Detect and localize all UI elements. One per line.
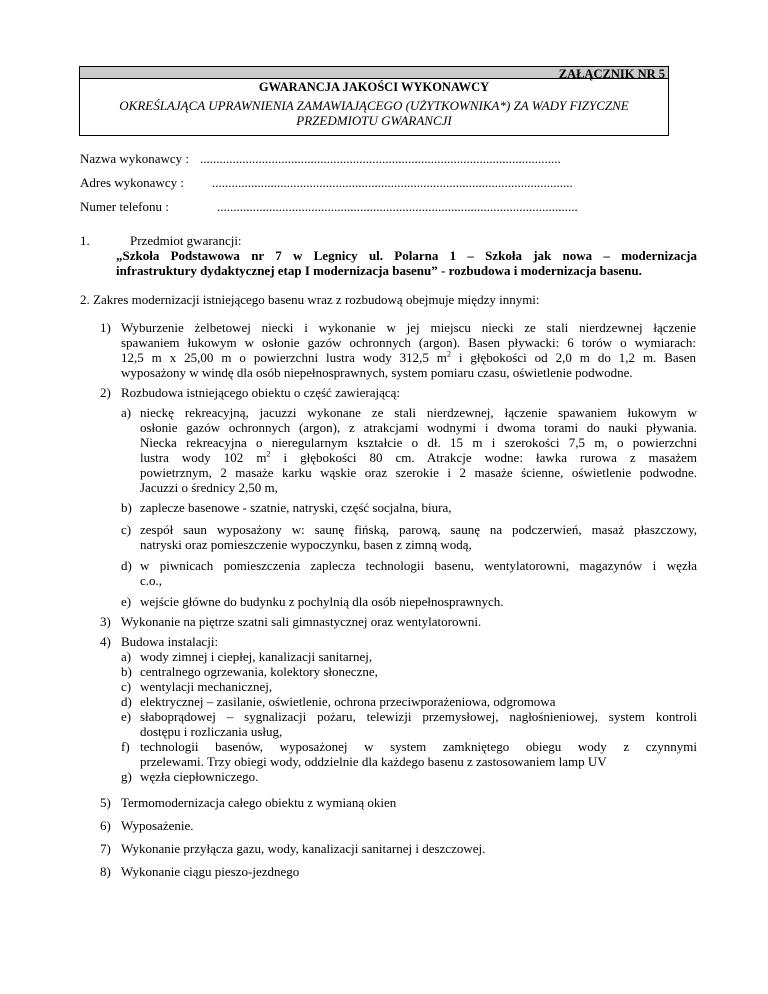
phone-number-dots: ...............................................................................................................: [217, 199, 578, 214]
section-1-subject-line-1: „Szkoła Podstawowa nr 7 w Legnicy ul. Polarna 1 – Szkoła jak nowa – modernizacja: [116, 248, 697, 263]
item-7-text: Wykonanie przyłącza gazu, wody, kanalizacji sanitarnej i deszczowej.: [121, 841, 486, 856]
item-4e-line-1: słaboprądowej – sygnalizacji pożaru, telewizji przemysłowej, nagłośnieniowej, system kontroli: [140, 709, 697, 724]
item-2a-line-6: Jacuzzi o średnicy 2,50 m,: [140, 480, 278, 495]
header-box: [79, 66, 669, 136]
item-2a-line-4-rest: i głębokości 80 cm. Atrakcje wodne: ławka rurowa z masażem: [270, 450, 698, 465]
item-2b-text: zaplecze basenowe - szatnie, natryski, część socjalna, biura,: [140, 500, 452, 515]
item-2d-number: d): [121, 558, 132, 573]
item-4d-text: elektrycznej – zasilanie, oświetlenie, ochrona przeciwporażeniowa, odgromowa: [140, 694, 556, 709]
item-1-line-2: spawaniem łukowym w osłonie gazów ochronnych (argon). Basen pływacki: 6 torów o wymiarach:: [121, 335, 696, 350]
section-1-number: 1.: [80, 233, 90, 248]
item-6-text: Wyposażenie.: [121, 818, 194, 833]
item-1-line-4: wyposażony w windę dla osób niepełnosprawnych, system pomiaru czasu, oświetlenie podwodne.: [121, 365, 633, 380]
item-4d-number: d): [121, 694, 132, 709]
item-5-text: Termomodernizacja całego obiektu z wymianą okien: [121, 795, 397, 810]
item-4e-number: e): [121, 709, 132, 724]
item-2-number: 2): [100, 385, 111, 400]
item-2a-line-1: nieckę rekreacyjną, jacuzzi wykonane ze stali nierdzewnej, łączenie spawaniem łukowym w: [140, 405, 697, 420]
item-7-number: 7): [100, 841, 111, 856]
item-2d-line-1: w piwnicach pomieszczenia zaplecza technologii basenu, wentylatorowni, magazynów i węzła: [140, 558, 697, 573]
contractor-name-dots: ...............................................................................................................: [200, 151, 561, 166]
item-8-number: 8): [100, 864, 111, 879]
item-4c-number: c): [121, 679, 132, 694]
item-2a-line-5: powietrznym, 2 masaże karku wąskie oraz szerokie i 2 masaże ścienne, oświetlenie podwodne.: [140, 465, 697, 480]
item-2e-number: e): [121, 594, 132, 609]
item-4f-line-1: technologii basenów, wyposażonej w system zamkniętego obiegu wody z czynnymi: [140, 739, 697, 754]
item-1-line-3-text: 12,5 m x 25,00 m o powierzchni lustra wody 312,5 m: [121, 350, 447, 365]
item-4a-number: a): [121, 649, 132, 664]
item-4g-text: węzła ciepłowniczego.: [140, 769, 259, 784]
item-2d-line-2: c.o.,: [140, 573, 163, 588]
item-2a-line-2: osłonie gazów ochronnych (argon), z atrakcjami wodnymi i dwoma torami do nauki pływania.: [140, 420, 697, 435]
contractor-address-dots: ...............................................................................................................: [212, 175, 573, 190]
item-5-number: 5): [100, 795, 111, 810]
item-2c-line-1: zespół saun wyposażony w: saunę fińską, parową, saunę na podczerwień, masaż płaszczowy,: [140, 522, 697, 537]
subtitle-line-1: OKREŚLAJĄCA UPRAWNIENIA ZAMAWIAJĄCEGO (UŻYTKOWNIKA*) ZA WADY FIZYCZNE: [119, 98, 629, 113]
item-4-text: Budowa instalacji:: [121, 634, 219, 649]
item-2a-number: a): [121, 405, 132, 420]
document-title: GWARANCJA JAKOŚCI WYKONAWCY: [258, 80, 490, 94]
item-2a-line-3: Niecka rekreacyjna o nieregularnym kształcie o dł. 15 m i szerokości 7,5 m, o powierzchni: [140, 435, 697, 450]
item-2a-line-4: [140, 450, 697, 465]
section-1-subject-line-2: infrastruktury dydaktycznej etap I modernizacja basenu” - rozbudowa i modernizacja basenu.: [116, 263, 642, 278]
item-1-number: 1): [100, 320, 111, 335]
document-subtitle: [80, 98, 668, 128]
item-1-superscript: 2: [446, 349, 451, 359]
item-4f-number: f): [121, 739, 130, 754]
item-4g-number: g): [121, 769, 132, 784]
item-1-line-1: Wyburzenie żelbetowej niecki i wykonanie w jej miejscu niecki ze stali nierdzewnej łączenie: [121, 320, 696, 335]
item-4b-number: b): [121, 664, 132, 679]
annex-label: ZAŁĄCZNIK NR 5: [558, 67, 665, 81]
item-8-text: Wykonanie ciągu pieszo-jezdnego: [121, 864, 300, 879]
item-2c-number: c): [121, 522, 132, 537]
section-1-heading: Przedmiot gwarancji:: [130, 233, 242, 248]
item-6-number: 6): [100, 818, 111, 833]
phone-number-label: Numer telefonu :: [80, 199, 169, 214]
item-4b-text: centralnego ogrzewania, kolektory słoneczne,: [140, 664, 378, 679]
item-4-number: 4): [100, 634, 111, 649]
item-3-number: 3): [100, 614, 111, 629]
section-2-heading: 2. Zakres modernizacji istniejącego basenu wraz z rozbudową obejmuje między innymi:: [80, 292, 540, 307]
item-1-line-3-rest: i głębokości od 2,0 m do 1,2 m. Basen: [450, 350, 697, 365]
item-2a-superscript: 2: [266, 449, 271, 459]
item-3-text: Wykonanie na piętrze szatni sali gimnastycznej oraz wentylatorowni.: [121, 614, 482, 629]
subtitle-line-2: PRZEDMIOTU GWARANCJI: [296, 113, 452, 128]
item-2c-line-2: natryski oraz pomieszczenie wypoczynku, basen z zimną wodą,: [140, 537, 472, 552]
item-1-line-3: [121, 350, 696, 365]
item-2e-text: wejście główne do budynku z pochylnią dla osób niepełnosprawnych.: [140, 594, 504, 609]
item-4f-line-2: przelewami. Trzy obiegi wody, oddzielnie dla każdego basenu z zastosowaniem lamp UV: [140, 754, 607, 769]
contractor-address-label: Adres wykonawcy :: [80, 175, 184, 190]
item-2a-line-4-text: lustra wody 102 m: [140, 450, 267, 465]
item-2b-number: b): [121, 500, 132, 515]
contractor-name-label: Nazwa wykonawcy :: [80, 151, 190, 166]
item-4a-text: wody zimnej i ciepłej, kanalizacji sanitarnej,: [140, 649, 373, 664]
item-2-text: Rozbudowa istniejącego obiektu o część zawierającą:: [121, 385, 401, 400]
item-4e-line-2: dostępu i rozliczania usług,: [140, 724, 283, 739]
item-4c-text: wentylacji mechanicznej,: [140, 679, 273, 694]
